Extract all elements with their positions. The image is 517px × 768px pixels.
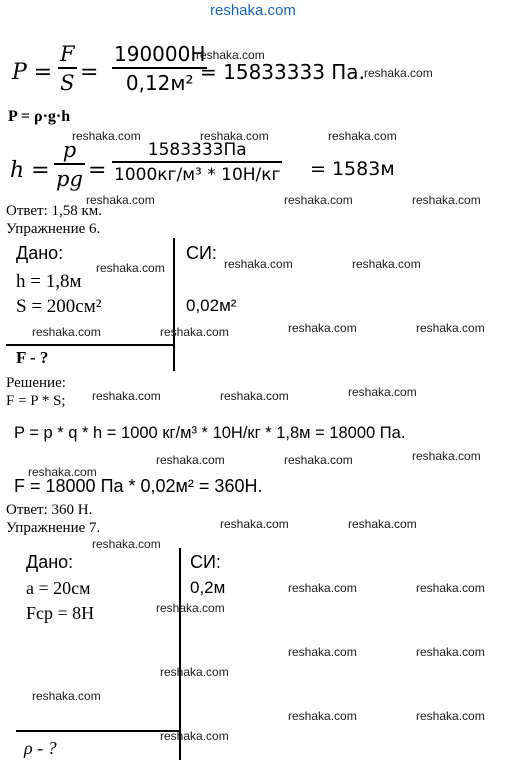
formula1-frac1-numerator: F (60, 42, 75, 66)
fraction-bar (54, 163, 85, 165)
watermark: reshaka.com (160, 665, 229, 679)
formula1-lhs: P = (12, 60, 53, 85)
watermark: reshaka.com (220, 389, 289, 403)
watermark: reshaka.com (32, 325, 101, 339)
watermark: reshaka.com (96, 261, 165, 275)
watermark: reshaka.com (416, 709, 485, 723)
formula3-frac2-denominator: 1000кг/м³ * 10Н/кг (114, 164, 281, 185)
formula1-frac1-denominator: S (60, 70, 75, 95)
ex6-line2: F = 18000 Па * 0,02м² = 360Н. (14, 476, 263, 496)
formula1-frac2-numerator: 190000H (114, 42, 206, 66)
watermark: reshaka.com (92, 389, 161, 403)
watermark: reshaka.com (156, 601, 225, 615)
watermark: reshaka.com (288, 581, 357, 595)
ex6-formula-text: F = P * S; (6, 393, 66, 409)
watermark: reshaka.com (416, 645, 485, 659)
formula3-equals: = (88, 158, 107, 183)
ex6-table-horizontal-divider (6, 344, 174, 346)
formula1-equals: = (80, 60, 99, 85)
watermark: reshaka.com (200, 129, 269, 143)
watermark: reshaka.com (416, 581, 485, 595)
formula1-result: = 15833333 Па. (200, 60, 365, 84)
watermark: reshaka.com (288, 709, 357, 723)
ex6-given-label: Дано: (16, 243, 64, 263)
watermark: reshaka.com (284, 453, 353, 467)
ex6-table-vertical-divider (173, 238, 175, 371)
watermark: reshaka.com (72, 129, 141, 143)
watermark: reshaka.com (348, 385, 417, 399)
watermark: reshaka.com (288, 645, 357, 659)
watermark: reshaka.com (160, 729, 229, 743)
formula1-fraction-values (112, 42, 207, 95)
watermark: reshaka.com (412, 449, 481, 463)
watermark: reshaka.com (288, 321, 357, 335)
formula1-frac2-denominator: 0,12м² (125, 70, 194, 95)
exercise-7-title: Упражнение 7. (6, 520, 101, 536)
watermark: reshaka.com (86, 193, 155, 207)
ex7-si-label: СИ: (190, 552, 221, 572)
watermark: reshaka.com (160, 325, 229, 339)
watermark: reshaka.com (92, 537, 161, 551)
answer-1: Ответ: 1,58 км. (6, 203, 103, 219)
formula3-fraction-ppg (54, 138, 85, 191)
watermark: reshaka.com (220, 517, 289, 531)
watermark: reshaka.com (28, 465, 97, 479)
formula3-fraction-values (112, 140, 282, 185)
formula3-frac1-numerator: p (62, 138, 77, 162)
ex6-given-s: S = 200см² (16, 296, 102, 317)
watermark: reshaka.com (328, 129, 397, 143)
formula3-frac1-denominator: pg (56, 166, 83, 191)
watermark: reshaka.com (348, 517, 417, 531)
formula1-fraction-fs (58, 42, 77, 95)
watermark: reshaka.com (284, 193, 353, 207)
fraction-bar (112, 67, 207, 69)
formula3-result: = 1583м (310, 158, 395, 180)
ex7-given-a: a = 20см (26, 578, 91, 598)
formula3-frac2-numerator: 1583333Па (147, 140, 247, 160)
ex6-answer: Ответ: 360 Н. (6, 502, 93, 518)
ex7-given-f: Fср = 8Н (26, 603, 95, 623)
watermark: reshaka.com (32, 689, 101, 703)
ex6-solution-label: Решение: (6, 375, 66, 391)
ex6-si-label: СИ: (186, 243, 217, 263)
watermark: reshaka.com (156, 453, 225, 467)
ex7-table-horizontal-divider (16, 730, 180, 732)
fraction-bar (112, 161, 282, 163)
watermark: reshaka.com (352, 257, 421, 271)
watermark: reshaka.com (364, 66, 433, 80)
ex6-given-h: h = 1,8м (16, 271, 82, 292)
watermark: reshaka.com (224, 257, 293, 271)
formula3-lhs: h = (10, 158, 50, 183)
ex7-given-label: Дано: (26, 552, 74, 572)
exercise-6-title: Упражнение 6. (6, 221, 101, 237)
ex6-line1: P = p * q * h = 1000 кг/м³ * 10Н/кг * 1,8м = 18000 Па. (14, 424, 406, 442)
fraction-bar (58, 67, 77, 69)
watermark: reshaka.com (412, 193, 481, 207)
site-title[interactable]: reshaka.com (210, 2, 296, 19)
watermark: reshaka.com (416, 321, 485, 335)
watermark: reshaka.com (196, 48, 265, 62)
ex7-si-a: 0,2м (190, 578, 226, 597)
ex6-si-s: 0,02м² (186, 296, 237, 315)
formula2: P = ρ·g·h (8, 108, 71, 125)
ex7-find: ρ - ? (24, 738, 57, 758)
ex6-find: F - ? (16, 348, 49, 367)
